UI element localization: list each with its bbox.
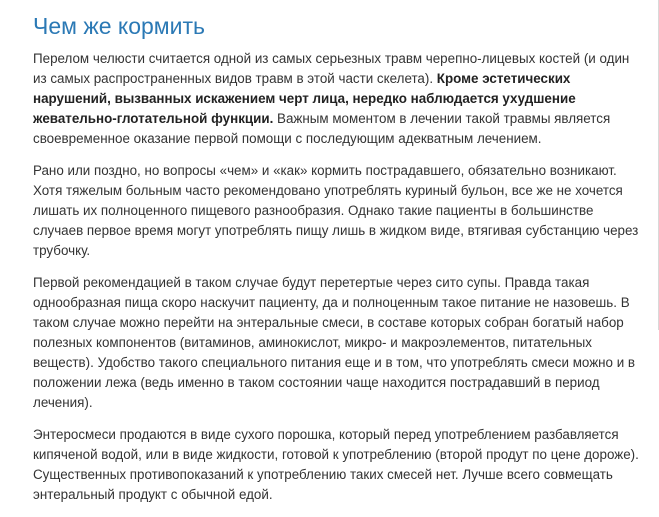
paragraph-4: Энтеросмеси продаются в виде сухого порошка, который перед употреблением разбавляется кипяченой водой, или в виде жидкости, готовой к употреблению (второй продут по цене дороже). Существенных противопоказаний к употреблению таких смесей нет. Лучше всего совмещать энтеральный продукт с обычной едой. bbox=[33, 427, 639, 502]
paragraph-2: Рано или поздно, но вопросы «чем» и «как» кормить пострадавшего, обязательно возникают. Хотя тяжелым больным часто рекомендовано употреблять куриный бульон, все же не хочется лишать их полноценного пищевого разнообразия. Однако такие пациенты в большинстве случаев первое время могут употреблять пищу лишь в жидком виде, втягивая субстанцию через трубочку. bbox=[33, 163, 639, 258]
paragraph-3: Первой рекомендацией в таком случае будут перетертые через сито супы. Правда такая однообразная пища скоро наскучит пациенту, да и полноценным такое питание не назовешь. В таком случае можно перейти на энтеральные смеси, в составе которых собран богатый набор полезных компонентов (витаминов, аминокислот, микро- и макроэлементов, питательных веществ). Удобство такого специального питания еще и в том, что употреблять смеси можно и в положении лежа (ведь именно в таком состоянии чаще находится пострадавший в период лечения). bbox=[33, 275, 636, 410]
paragraph-1 bbox=[33, 49, 645, 149]
paragraph-1-emphasis: Кроме эстетических нарушений, вызванных искажением черт лица, нередко наблюдается ухудшение жевательно-глотательной функции. bbox=[33, 71, 576, 126]
paragraph-1-rest: Важным моментом в лечении такой травмы является своевременное оказание первой помощи с последующим адекватным лечением. bbox=[33, 111, 611, 146]
article-section bbox=[33, 12, 645, 517]
paragraph-1-intro: Перелом челюсти считается одной из самых серьезных травм черепно-лицевых костей (и один из самых распространенных видов травм в этой части скелета). bbox=[33, 51, 630, 86]
section-heading: Чем же кормить bbox=[33, 13, 205, 39]
